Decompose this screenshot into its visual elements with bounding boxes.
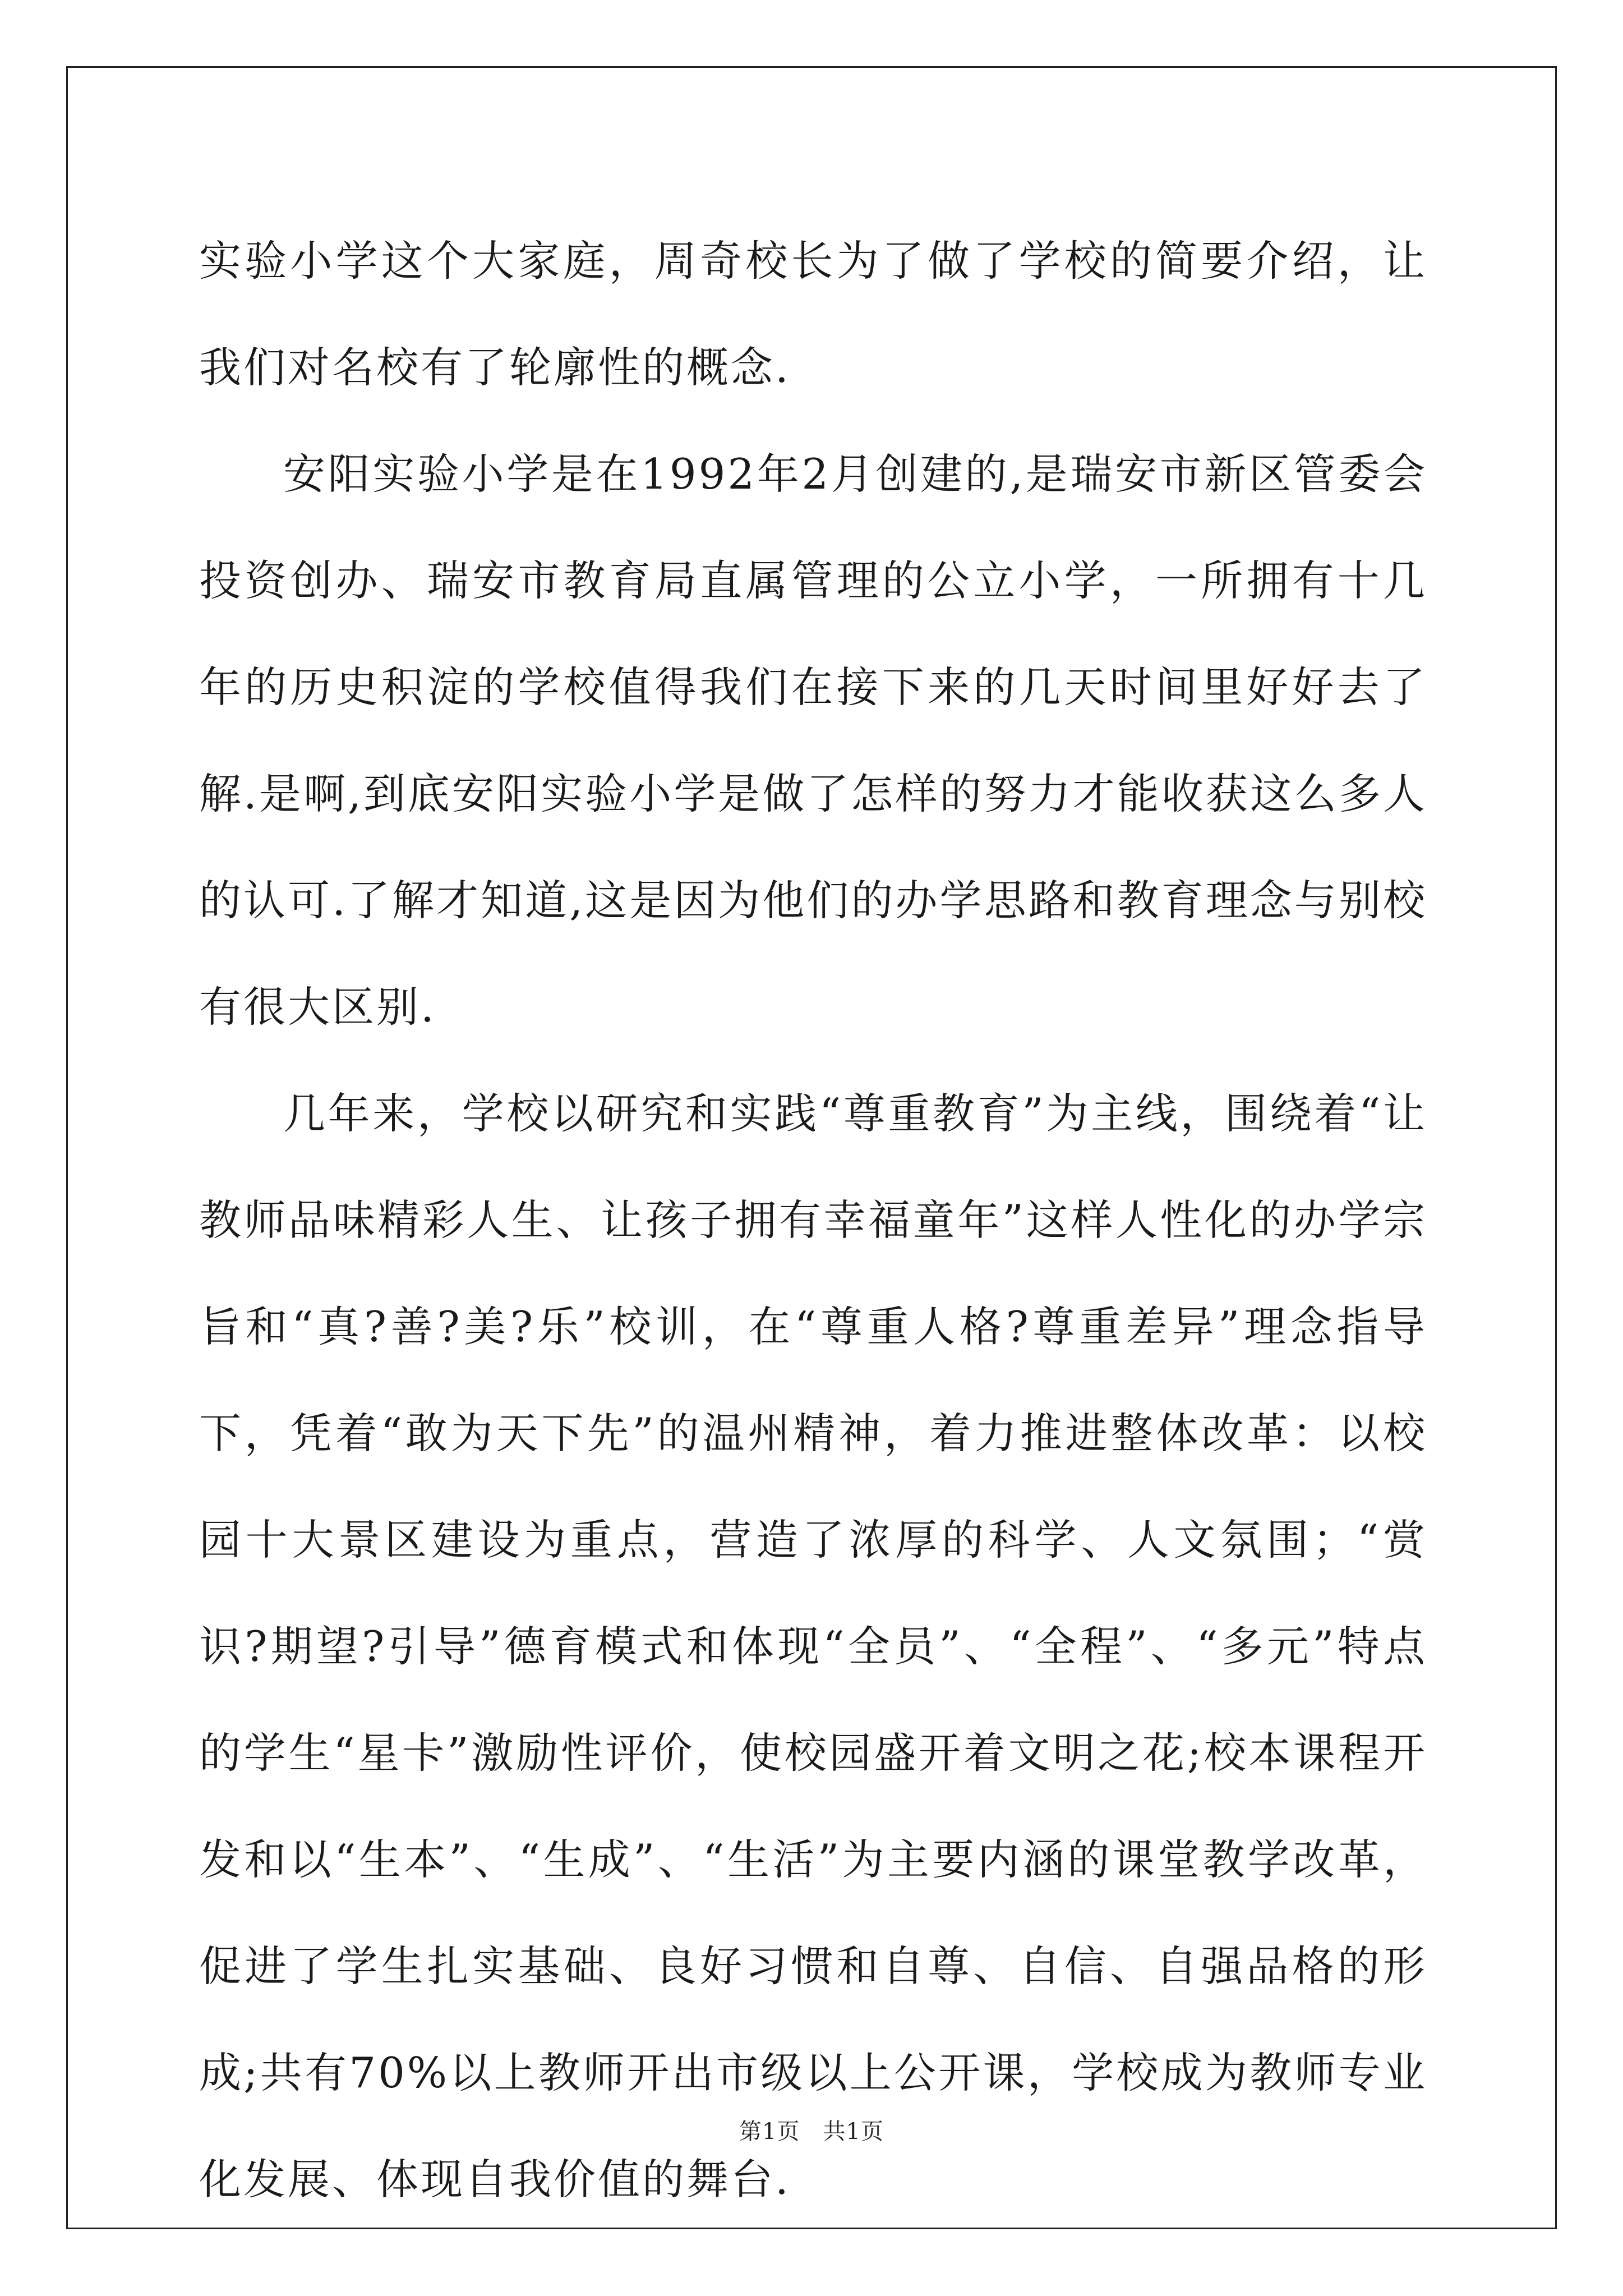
paragraph-2: 安阳实验小学是在1992年2月创建的,是瑞安市新区管委会投资创办、瑞安市教育局直属管理的公立小学，一所拥有十几年的历史积淀的学校值得我们在接下来的几天时间里好好去了解.是啊,到底安阳实验小学是做了怎样的努力才能收获这么多人的认可.了解才知道,这是因为他们的办学思路和教育理念与别校有很大区别. [199,449,1427,1032]
document-body [199,208,1427,2233]
paragraph-3: 几年来，学校以研究和实践“尊重教育”为主线，围绕着“让教师品味精彩人生、让孩子拥有幸福童年”这样人性化的办学宗旨和“真?善?美?乐”校训，在“尊重人格?尊重差异”理念指导下，凭着“敢为天下先”的温州精神，着力推进整体改革：以校园十大景区建设为重点，营造了浓厚的科学、人文氛围；“赏识?期望?引导”德育模式和体现“全员”、“全程”、“多元”特点的学生“星卡”激励性评价，使校园盛开着文明之花;校本课程开发和以“生本”、“生成”、“生活”为主要内涵的课堂教学改革，促进了学生扎实基础、良好习惯和自尊、自信、自强品格的形成;共有70%以上教师开出市级以上公开课，学校成为教师专业化发展、体现自我价值的舞台. [199,1089,1428,2204]
paragraph-1: 实验小学这个大家庭，周奇校长为了做了学校的简要介绍，让我们对名校有了轮廓性的概念. [199,236,1427,392]
page-number-footer: 第1页 共1页 [739,2119,884,2145]
